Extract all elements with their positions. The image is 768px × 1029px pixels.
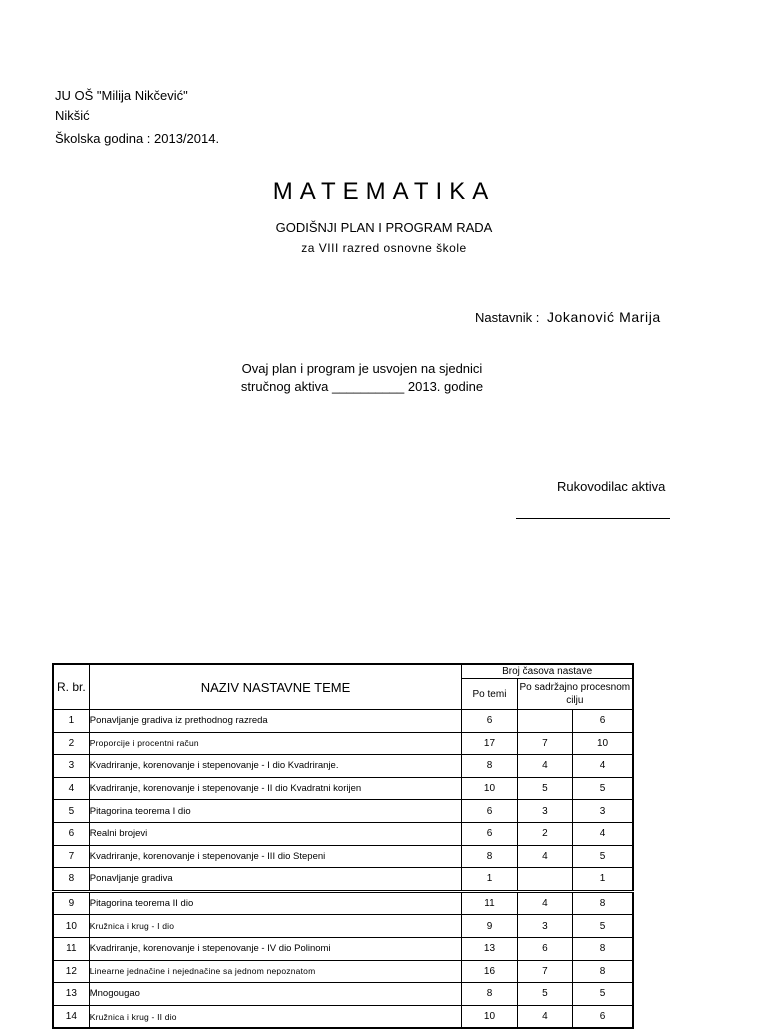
header-broj-casova: Broj časova nastave — [462, 664, 633, 679]
cell-po-temi: 6 — [462, 822, 517, 845]
cell-po-temi: 11 — [462, 891, 517, 915]
cell-po-temi: 16 — [462, 960, 517, 983]
teacher-line — [475, 309, 661, 325]
adoption-line-2: stručnog aktiva __________ 2013. godine — [240, 379, 484, 394]
leader-label: Rukovodilac aktiva — [557, 479, 666, 494]
header-naziv: NAZIV NASTAVNE TEME — [89, 664, 462, 710]
cell-rbr: 5 — [53, 800, 89, 823]
plan-table-body — [53, 710, 633, 1029]
cell-rbr: 9 — [53, 891, 89, 915]
cell-cilj-b: 4 — [573, 755, 633, 778]
cell-cilj-a — [517, 868, 572, 892]
cell-cilj-b: 5 — [573, 845, 633, 868]
cell-po-temi: 8 — [462, 983, 517, 1006]
table-row — [53, 755, 633, 778]
cell-cilj-b: 6 — [573, 710, 633, 733]
adoption-line-1: Ovaj plan i program je usvojen na sjednici — [241, 361, 483, 376]
cell-naziv: Kvadriranje, korenovanje i stepenovanje - II dio Kvadratni korijen — [89, 777, 462, 800]
table-row — [53, 1005, 633, 1028]
cell-cilj-a: 4 — [517, 845, 572, 868]
cell-po-temi: 1 — [462, 868, 517, 892]
adoption-note — [0, 360, 724, 396]
school-city: Nikšić — [55, 108, 90, 123]
cell-naziv: Ponavljanje gradiva — [89, 868, 462, 892]
cell-rbr: 11 — [53, 937, 89, 960]
cell-cilj-b: 5 — [573, 915, 633, 938]
table-row — [53, 937, 633, 960]
cell-rbr: 7 — [53, 845, 89, 868]
signature-line — [516, 518, 670, 519]
cell-naziv: Mnogougao — [89, 983, 462, 1006]
grade-line: za VIII razred osnovne škole — [301, 241, 467, 255]
table-row — [53, 891, 633, 915]
header-rbr: R. br. — [53, 664, 89, 710]
cell-naziv: Ponavljanje gradiva iz prethodnog razreda — [89, 710, 462, 733]
cell-cilj-b: 8 — [573, 891, 633, 915]
cell-po-temi: 6 — [462, 800, 517, 823]
cell-cilj-b: 8 — [573, 960, 633, 983]
cell-po-temi: 8 — [462, 755, 517, 778]
cell-cilj-a: 4 — [517, 1005, 572, 1028]
table-row — [53, 845, 633, 868]
cell-naziv: Kvadriranje, korenovanje i stepenovanje - I dio Kvadriranje. — [89, 755, 462, 778]
table-row — [53, 710, 633, 733]
cell-cilj-a: 5 — [517, 983, 572, 1006]
cell-cilj-b: 5 — [573, 777, 633, 800]
table-row — [53, 915, 633, 938]
cell-naziv: Kvadriranje, korenovanje i stepenovanje - III dio Stepeni — [89, 845, 462, 868]
table-row — [53, 800, 633, 823]
cell-rbr: 6 — [53, 822, 89, 845]
table-row — [53, 777, 633, 800]
table-row — [53, 822, 633, 845]
cell-cilj-b: 1 — [573, 868, 633, 892]
cell-rbr: 10 — [53, 915, 89, 938]
cell-rbr: 2 — [53, 732, 89, 755]
cell-rbr: 8 — [53, 868, 89, 892]
cell-po-temi: 9 — [462, 915, 517, 938]
cell-naziv: Realni brojevi — [89, 822, 462, 845]
cell-cilj-a — [517, 710, 572, 733]
cell-cilj-b: 6 — [573, 1005, 633, 1028]
cell-po-temi: 6 — [462, 710, 517, 733]
school-name: JU OŠ "Milija Nikčević" — [55, 88, 188, 103]
cell-naziv: Linearne jednačine i nejednačine sa jednom nepoznatom — [89, 960, 462, 983]
cell-cilj-a: 4 — [517, 755, 572, 778]
cell-cilj-a: 7 — [517, 960, 572, 983]
plan-table — [52, 663, 634, 1029]
cell-rbr: 14 — [53, 1005, 89, 1028]
header-po-sadrzaju: Po sadržajno procesnom cilju — [517, 679, 633, 710]
cell-po-temi: 8 — [462, 845, 517, 868]
cell-naziv: Pitagorina teorema I dio — [89, 800, 462, 823]
cell-rbr: 12 — [53, 960, 89, 983]
document-title: MATEMATIKA — [272, 178, 496, 205]
cell-cilj-a: 7 — [517, 732, 572, 755]
school-year: Školska godina : 2013/2014. — [55, 131, 220, 146]
cell-po-temi: 17 — [462, 732, 517, 755]
cell-cilj-a: 5 — [517, 777, 572, 800]
document-subtitle: GODIŠNJI PLAN I PROGRAM RADA — [275, 220, 493, 235]
teacher-label: Nastavnik : — [475, 310, 540, 325]
table-row — [53, 960, 633, 983]
header-po-temi: Po temi — [462, 679, 517, 710]
cell-po-temi: 13 — [462, 937, 517, 960]
table-row — [53, 732, 633, 755]
cell-naziv: Kružnica i krug - II dio — [89, 1005, 462, 1028]
cell-naziv: Kružnica i krug - I dio — [89, 915, 462, 938]
cell-naziv: Proporcije i procentni račun — [89, 732, 462, 755]
cell-cilj-b: 5 — [573, 983, 633, 1006]
cell-cilj-b: 10 — [573, 732, 633, 755]
cell-po-temi: 10 — [462, 1005, 517, 1028]
cell-cilj-b: 3 — [573, 800, 633, 823]
table-row — [53, 868, 633, 892]
cell-cilj-b: 4 — [573, 822, 633, 845]
cell-cilj-a: 4 — [517, 891, 572, 915]
cell-naziv: Pitagorina teorema II dio — [89, 891, 462, 915]
cell-rbr: 3 — [53, 755, 89, 778]
cell-po-temi: 10 — [462, 777, 517, 800]
cell-naziv: Kvadriranje, korenovanje i stepenovanje - IV dio Polinomi — [89, 937, 462, 960]
cell-rbr: 13 — [53, 983, 89, 1006]
cell-cilj-b: 8 — [573, 937, 633, 960]
teacher-name: Jokanović Marija — [546, 309, 661, 325]
cell-rbr: 4 — [53, 777, 89, 800]
cell-rbr: 1 — [53, 710, 89, 733]
cell-cilj-a: 3 — [517, 800, 572, 823]
cell-cilj-a: 6 — [517, 937, 572, 960]
table-row — [53, 983, 633, 1006]
cell-cilj-a: 3 — [517, 915, 572, 938]
cell-cilj-a: 2 — [517, 822, 572, 845]
